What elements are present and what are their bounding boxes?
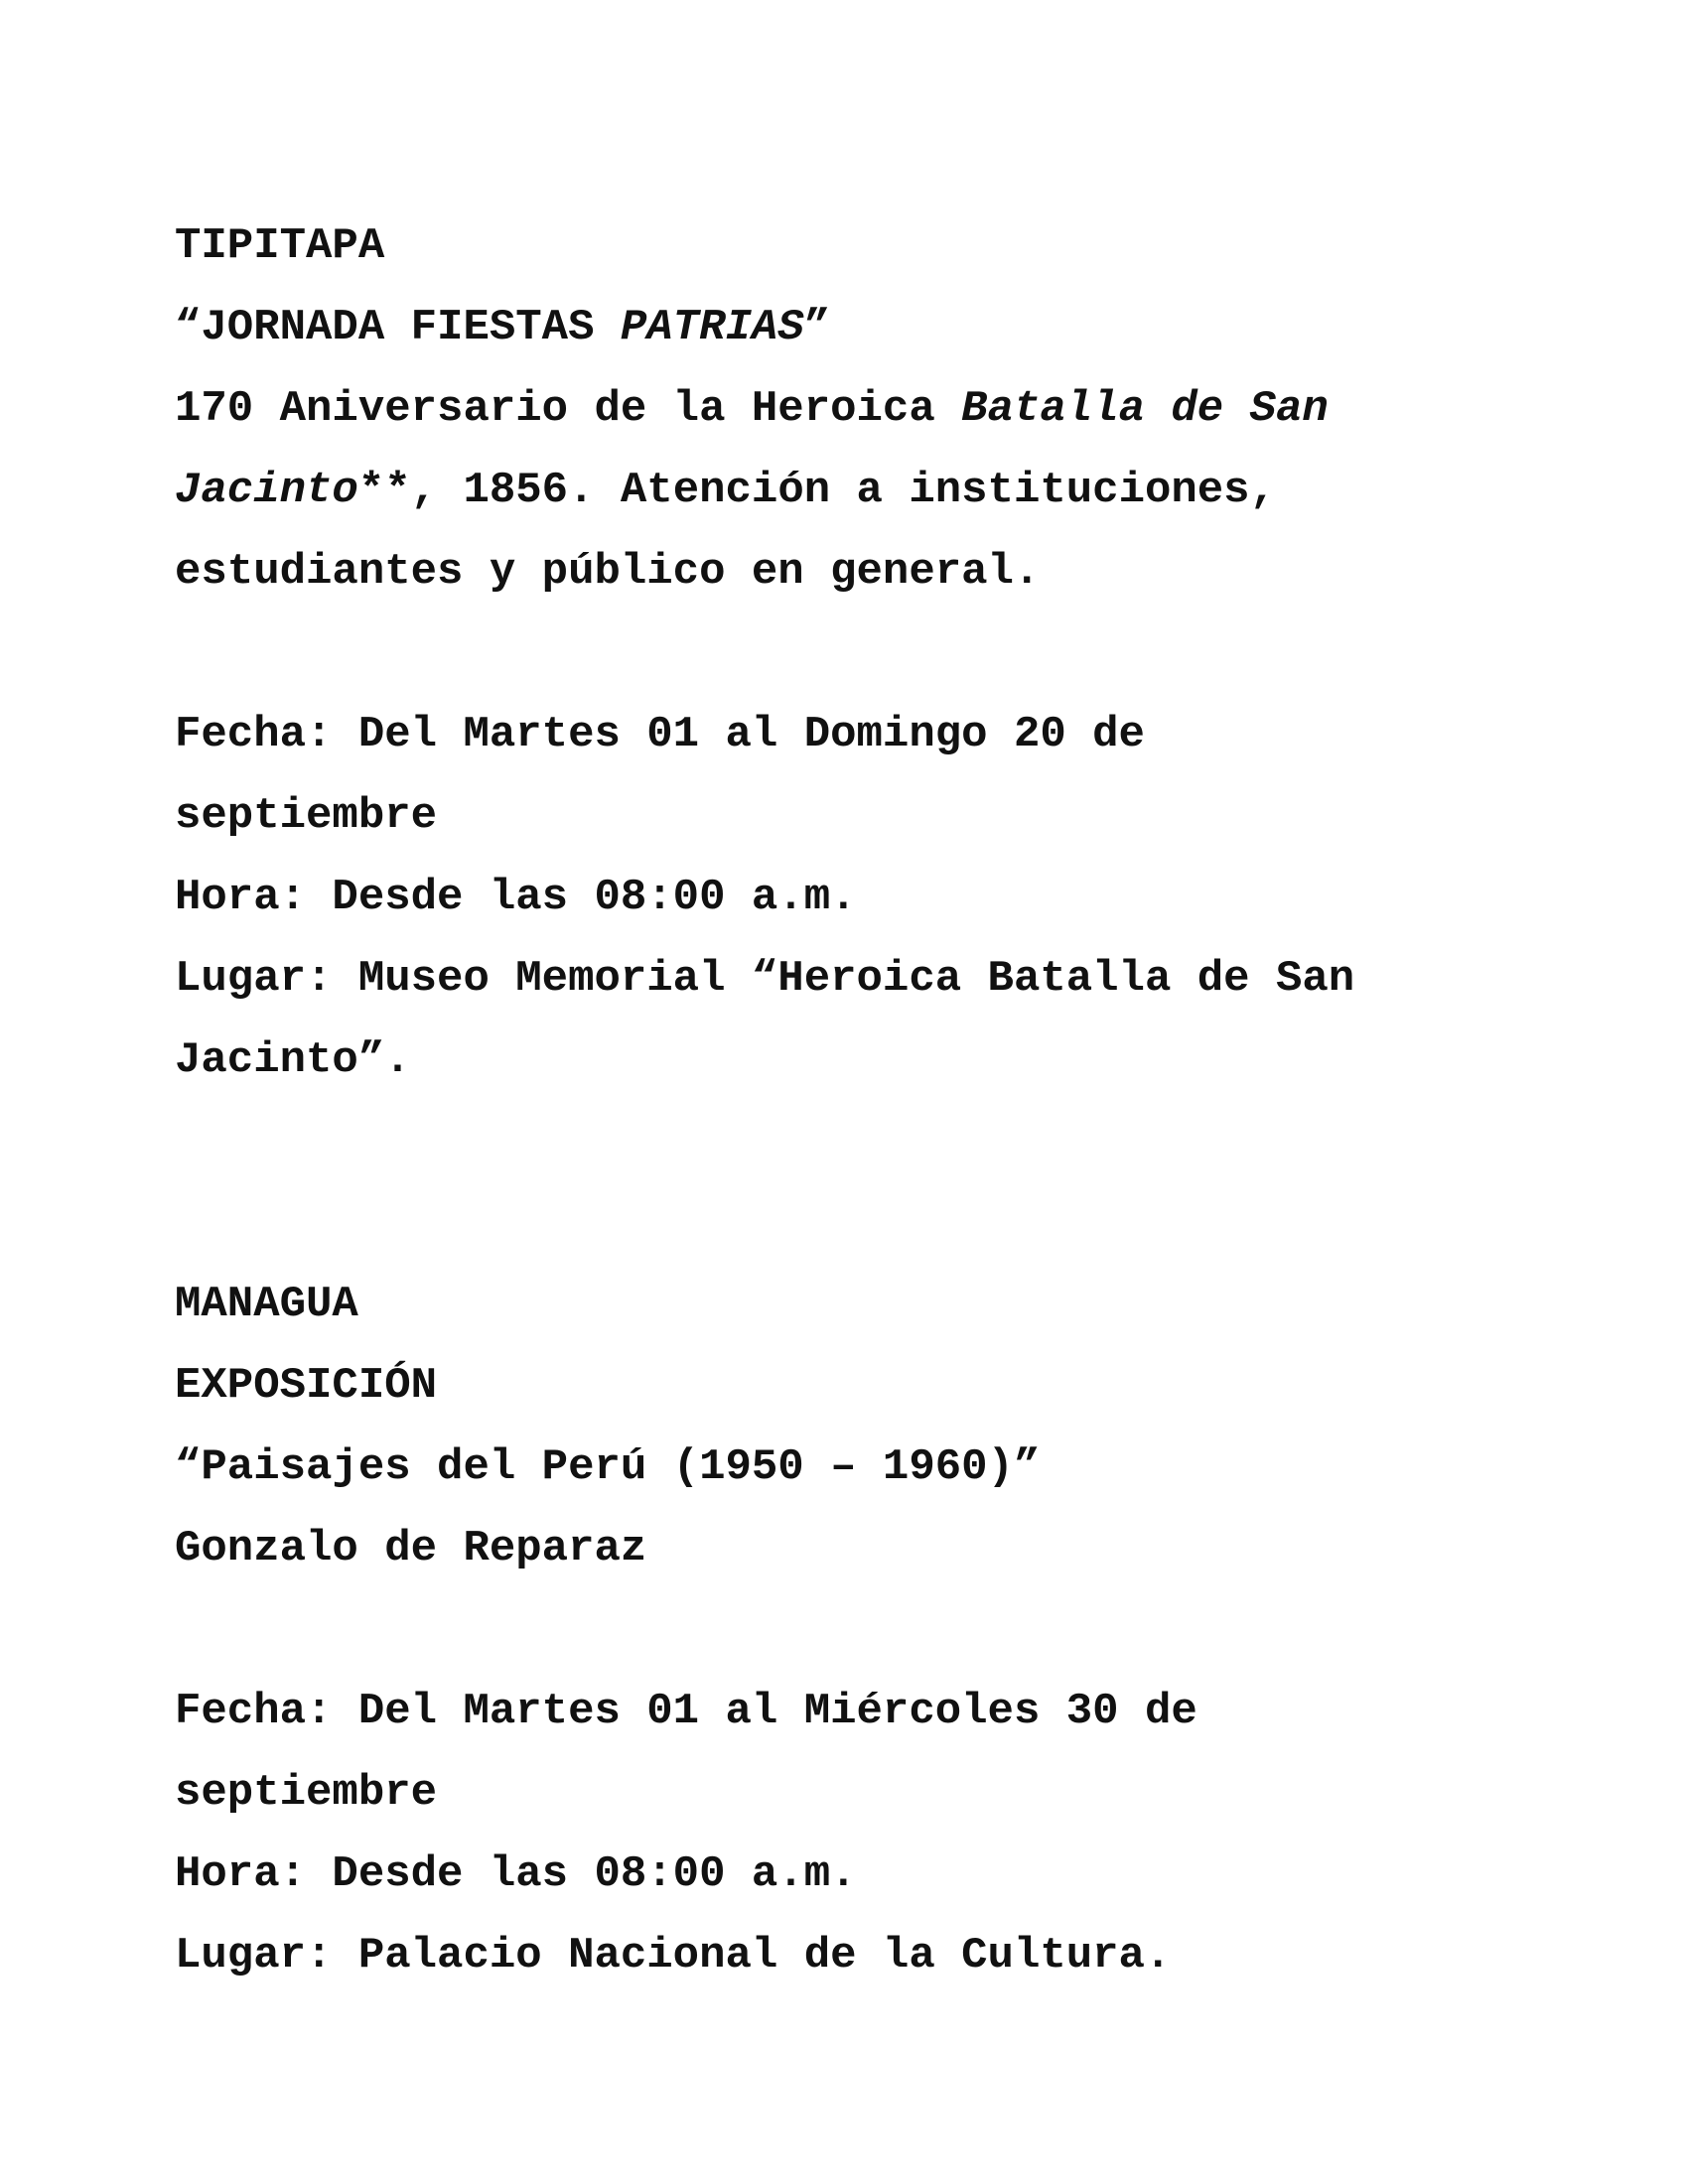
tipitapa-desc-normal-2: **, 1856. Atención a instituciones, (357, 466, 1276, 515)
tipitapa-lugar-line-2: Jacinto”. (175, 1035, 411, 1085)
tipitapa-description-line-3: estudiantes y público en general. (175, 547, 1041, 597)
tipitapa-hora: Hora: Desde las 08:00 a.m. (175, 873, 857, 922)
managua-lugar: Lugar: Palacio Nacional de la Cultura. (175, 1931, 1172, 1980)
tipitapa-description-line-2 (175, 466, 1276, 515)
managua-hora: Hora: Desde las 08:00 a.m. (175, 1849, 857, 1899)
managua-event-type: EXPOSICIÓN (175, 1361, 438, 1411)
tipitapa-lugar-line-1: Lugar: Museo Memorial “Heroica Batalla de San (175, 954, 1355, 1004)
tipitapa-fecha-line-2: septiembre (175, 791, 438, 841)
tipitapa-desc-normal: 170 Aniversario de la Heroica (175, 384, 962, 434)
tipitapa-title-italic: PATRIAS (620, 303, 804, 352)
tipitapa-event-title (175, 303, 831, 352)
tipitapa-city-heading: TIPITAPA (175, 221, 385, 271)
tipitapa-desc-italic: Batalla de San (961, 384, 1329, 434)
managua-city-heading: MANAGUA (175, 1280, 358, 1329)
tipitapa-title-open: “JORNADA FIESTAS (175, 303, 621, 352)
tipitapa-desc-italic-2: Jacinto (175, 466, 358, 515)
managua-fecha-line-2: septiembre (175, 1768, 438, 1818)
managua-fecha-line-1: Fecha: Del Martes 01 al Miércoles 30 de (175, 1687, 1197, 1736)
tipitapa-description-line-1 (175, 384, 1329, 434)
tipitapa-fecha-line-1: Fecha: Del Martes 01 al Domingo 20 de (175, 710, 1145, 759)
tipitapa-title-close: ” (803, 303, 831, 352)
managua-event-title: “Paisajes del Perú (1950 – 1960)” (175, 1442, 1041, 1492)
managua-author: Gonzalo de Reparaz (175, 1524, 647, 1573)
